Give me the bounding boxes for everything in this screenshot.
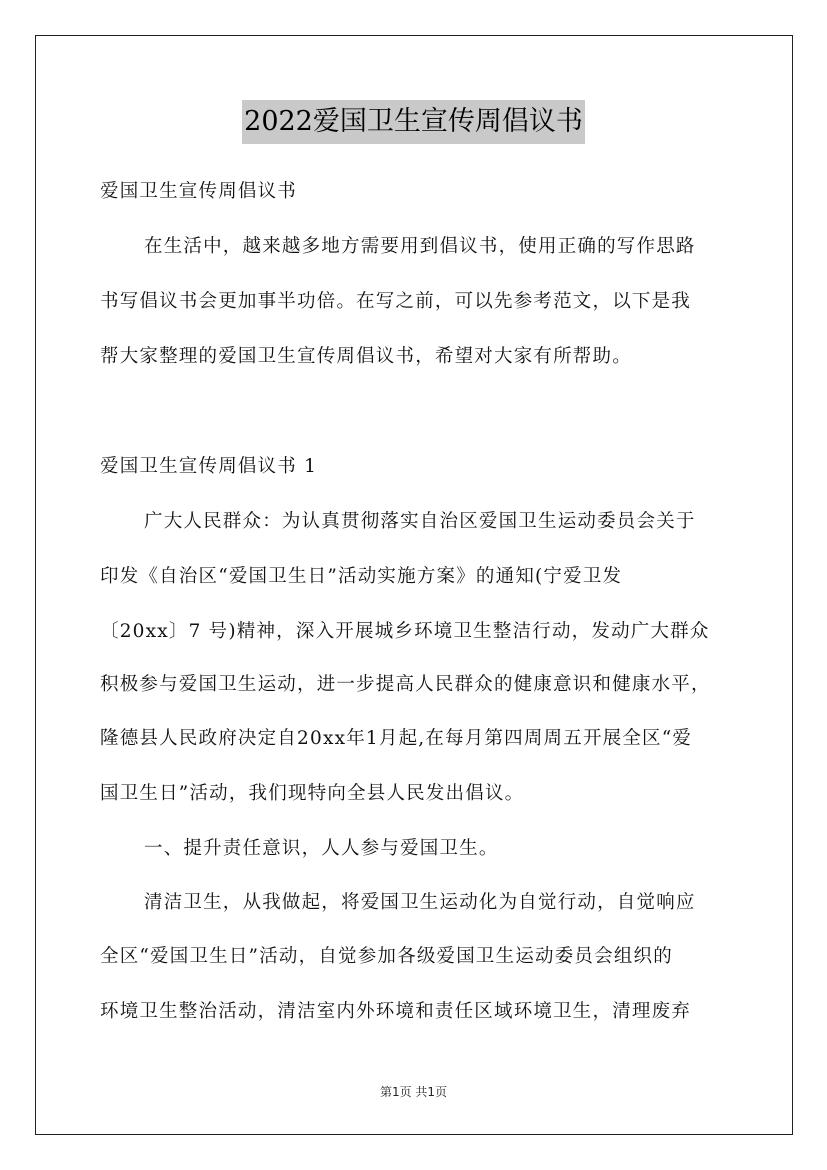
document-title: 2022爱国卫生宣传周倡议书 <box>242 100 585 144</box>
paragraph-line: 隆德县人民政府决定自20xx年1月起,在每月第四周周五开展全区“爱 <box>100 728 693 749</box>
paragraph-line: 帮大家整理的爱国卫生宣传周倡议书，希望对大家有所帮助。 <box>100 346 632 367</box>
subtitle-line: 爱国卫生宣传周倡议书 <box>100 181 298 202</box>
paragraph-line: 广大人民群众：为认真贯彻落实自治区爱国卫生运动委员会关于 <box>144 511 696 532</box>
document-title-container <box>0 100 827 144</box>
paragraph-line: 印发《自治区“爱国卫生日”活动实施方案》的通知(宁爱卫发 <box>100 566 623 587</box>
list-heading: 一、提升责任意识，人人参与爱国卫生。 <box>144 838 499 859</box>
paragraph-line: 〔20xx〕7 号)精神，深入开展城乡环境卫生整洁行动，发动广大群众 <box>100 621 710 642</box>
page-footer: 第1页 共1页 <box>379 1085 448 1099</box>
paragraph-line: 清洁卫生，从我做起，将爱国卫生运动化为自觉行动，自觉响应 <box>144 892 696 913</box>
paragraph-line: 积极参与爱国卫生运动，进一步提高人民群众的健康意识和健康水平， <box>100 674 711 695</box>
section-heading: 爱国卫生宣传周倡议书 1 <box>100 456 318 477</box>
paragraph-line: 环境卫生整治活动，清洁室内外环境和责任区域环境卫生，清理废弃 <box>100 1001 692 1022</box>
paragraph-line: 国卫生日”活动，我们现特向全县人民发出倡议。 <box>100 783 525 804</box>
paragraph-line: 书写倡议书会更加事半功倍。在写之前，可以先参考范文，以下是我 <box>100 291 692 312</box>
paragraph-line: 全区“爱国卫生日”活动，自觉参加各级爱国卫生运动委员会组织的 <box>100 946 673 967</box>
paragraph-line: 在生活中，越来越多地方需要用到倡议书，使用正确的写作思路 <box>144 236 696 257</box>
